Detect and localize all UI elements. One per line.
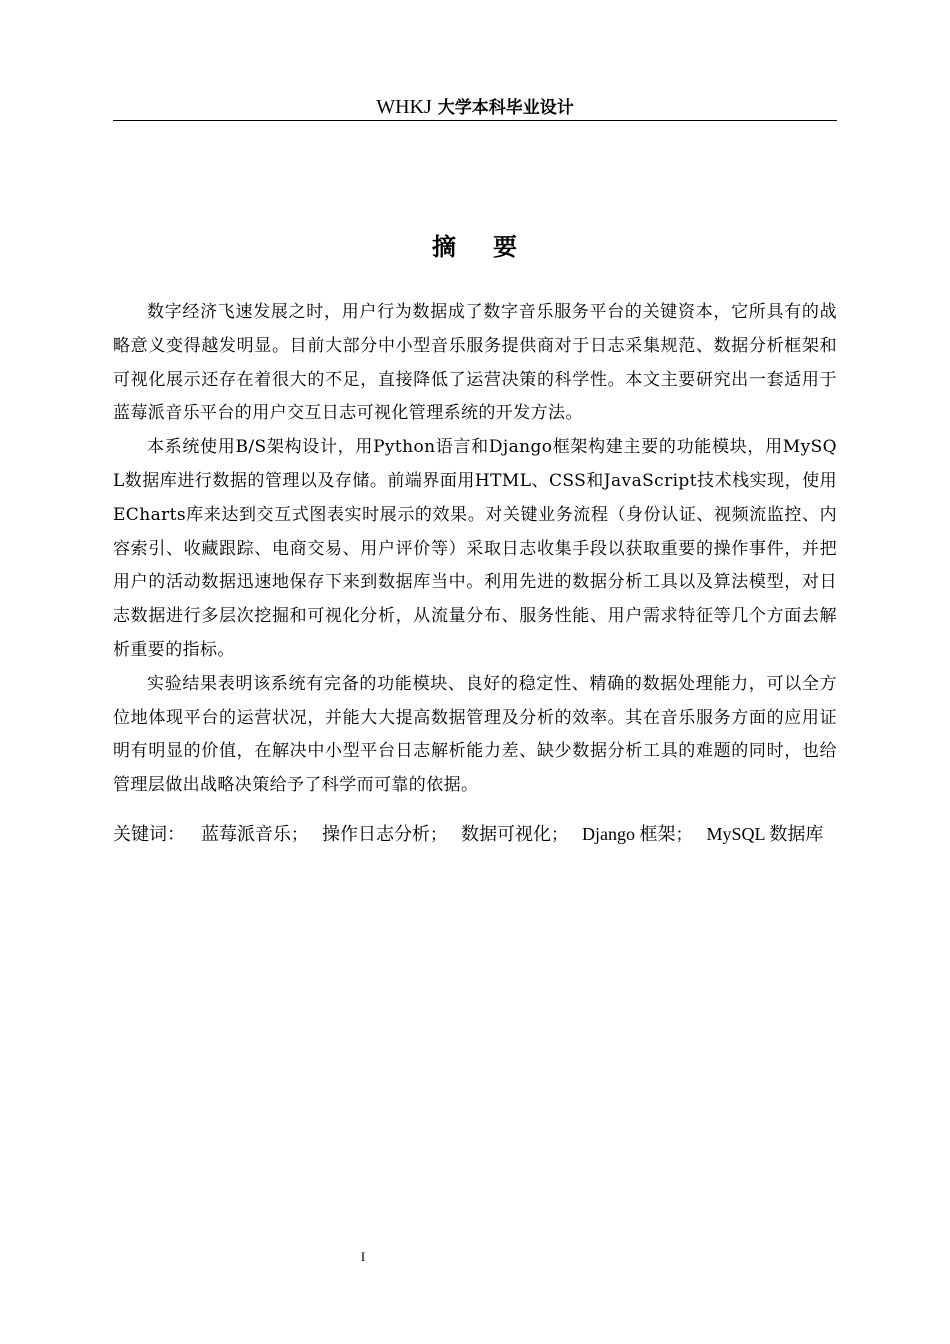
keyword-separator: ；: [675, 825, 693, 845]
running-header: [113, 94, 837, 120]
keywords-label: 关键词：: [113, 824, 185, 845]
keyword-item: Django 框架: [582, 824, 676, 844]
abstract-body: [113, 296, 837, 803]
header-prefix: WHKJ: [376, 96, 432, 118]
keyword-separator: ；: [291, 825, 308, 845]
keyword-item: 数据可视化: [461, 824, 551, 844]
keyword-separator: ；: [430, 825, 447, 845]
keywords-line: [113, 820, 837, 850]
page-number: I: [360, 1249, 366, 1264]
abstract-title-char-2: 要: [493, 233, 518, 261]
keyword-item: 蓝莓派音乐: [201, 824, 291, 844]
keyword-item: 操作日志分析: [322, 824, 430, 844]
abstract-paragraph: 本系统使用B/S架构设计，用Python语言和Django框架构建主要的功能模块，用MySQL数据库进行数据的管理以及存储。前端界面用HTML、CSS和JavaScript技术栈实现，使用ECharts库来达到交互式图表实时展示的效果。对关键业务流程（身份认证、视频流监控、内容索引、收藏跟踪、电商交易、用户评价等）采取日志收集手段以获取重要的操作事件，并把用户的活动数据迅速地保存下来到数据库当中。利用先进的数据分析工具以及算法模型，对日志数据进行多层次挖掘和可视化分析，从流量分布、服务性能、用户需求特征等几个方面去解析重要的指标。: [113, 437, 837, 660]
header-rule: [113, 120, 837, 121]
abstract-title: [113, 230, 837, 264]
header-title: 大学本科毕业设计: [437, 98, 574, 118]
keyword-item: MySQL 数据库: [706, 824, 824, 844]
keyword-separator: ；: [551, 825, 568, 845]
abstract-title-char-1: 摘: [432, 233, 457, 261]
abstract-paragraph: 实验结果表明该系统有完备的功能模块、良好的稳定性、精确的数据处理能力，可以全方位地体现平台的运营状况，并能大大提高数据管理及分析的效率。其在音乐服务方面的应用证明有明显的价值，在解决中小型平台日志解析能力差、缺少数据分析工具的难题的同时，也给管理层做出战略决策给予了科学而可靠的依据。: [113, 673, 837, 796]
abstract-paragraph: 数字经济飞速发展之时，用户行为数据成了数字音乐服务平台的关键资本，它所具有的战略意义变得越发明显。目前大部分中小型音乐服务提供商对于日志采集规范、数据分析框架和可视化展示还存在着很大的不足，直接降低了运营决策的科学性。本文主要研究出一套适用于蓝莓派音乐平台的用户交互日志可视化管理系统的开发方法。: [113, 302, 837, 424]
